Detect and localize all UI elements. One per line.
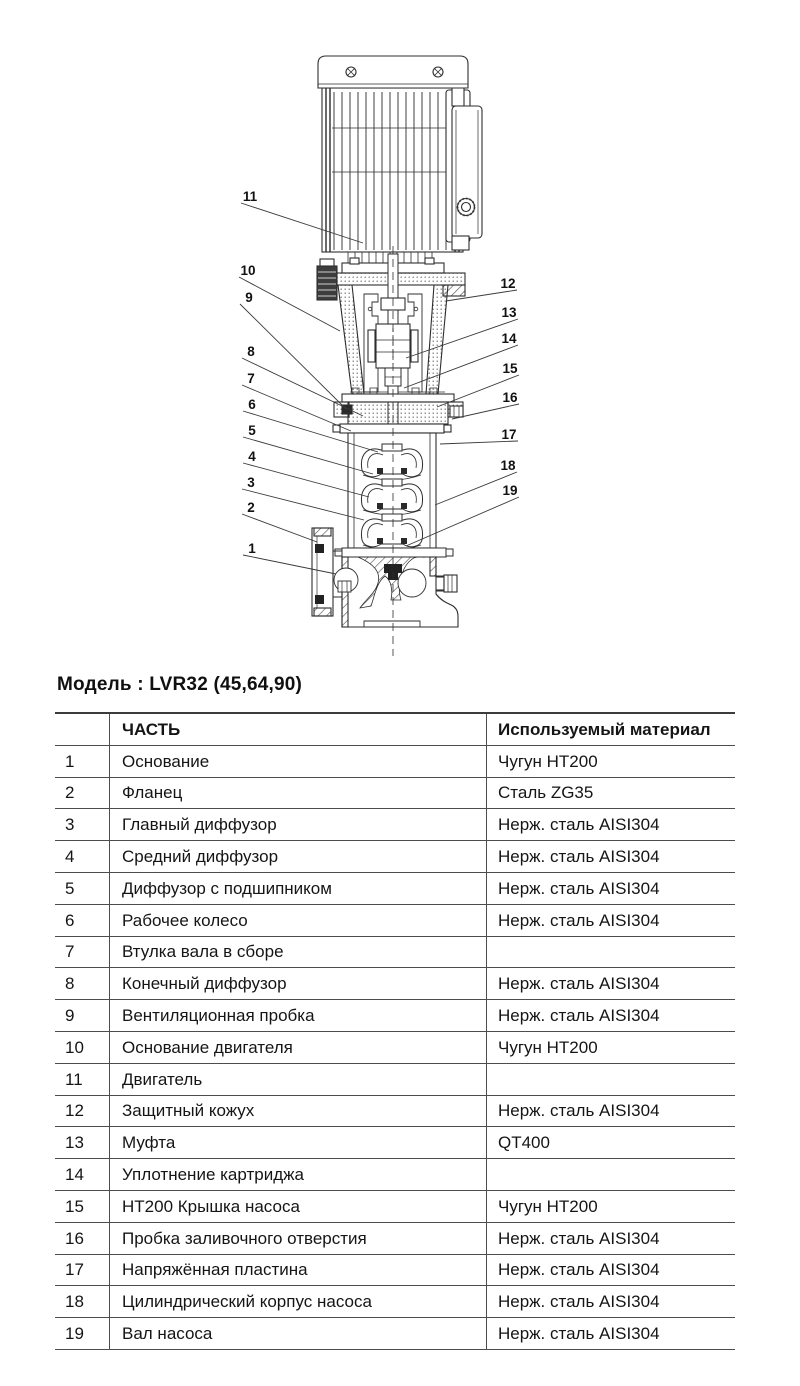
row-14-number: 14: [55, 1159, 110, 1191]
row-4-material: Нерж. сталь AISI304: [487, 841, 735, 873]
row-13-material: QT400: [487, 1127, 735, 1159]
callout-number-17: 17: [501, 427, 517, 442]
row-12-part: Защитный кожух: [110, 1096, 487, 1128]
row-16-number: 16: [55, 1223, 110, 1255]
row-7-material: [487, 937, 735, 969]
row-6-number: 6: [55, 905, 110, 937]
row-11-material: [487, 1064, 735, 1096]
row-2-part: Фланец: [110, 778, 487, 810]
drain-plug: [338, 581, 351, 592]
callout-number-10: 10: [240, 263, 256, 278]
terminal-box: [446, 84, 482, 250]
row-12-number: 12: [55, 1096, 110, 1128]
callout-leader-14: [404, 345, 518, 388]
row-15-material: Чугун HT200: [487, 1191, 735, 1223]
callout-number-4: 4: [248, 449, 256, 464]
row-10-material: Чугун HT200: [487, 1032, 735, 1064]
row-8-number: 8: [55, 968, 110, 1000]
row-5-material: Нерж. сталь AISI304: [487, 873, 735, 905]
callout-number-19: 19: [502, 483, 518, 498]
row-15-part: HT200 Крышка насоса: [110, 1191, 487, 1223]
callout-number-1: 1: [248, 541, 256, 556]
row-17-number: 17: [55, 1255, 110, 1287]
model-title: Модель : LVR32 (45,64,90): [57, 674, 303, 695]
row-14-part: Уплотнение картриджа: [110, 1159, 487, 1191]
callout-number-11: 11: [242, 189, 258, 204]
callout-leader-9: [240, 304, 346, 409]
row-6-material: Нерж. сталь AISI304: [487, 905, 735, 937]
row-3-part: Главный диффузор: [110, 809, 487, 841]
row-7-number: 7: [55, 937, 110, 969]
row-5-number: 5: [55, 873, 110, 905]
callout-number-8: 8: [247, 344, 255, 359]
col-header-material: Используемый материал: [487, 714, 735, 746]
row-6-part: Рабочее колесо: [110, 905, 487, 937]
row-1-number: 1: [55, 746, 110, 778]
boss-bolt: [436, 575, 457, 592]
pump-diagram: [0, 0, 800, 670]
row-7-part: Втулка вала в сборе: [110, 937, 487, 969]
callout-number-6: 6: [248, 397, 256, 412]
row-11-part: Двигатель: [110, 1064, 487, 1096]
row-1-part: Основание: [110, 746, 487, 778]
callout-number-16: 16: [502, 390, 518, 405]
row-17-part: Напряжённая пластина: [110, 1255, 487, 1287]
row-13-number: 13: [55, 1127, 110, 1159]
callout-number-12: 12: [500, 276, 516, 291]
callout-number-7: 7: [247, 371, 255, 386]
callout-number-9: 9: [245, 290, 253, 305]
row-4-number: 4: [55, 841, 110, 873]
callout-leader-3: [242, 489, 364, 520]
callout-number-2: 2: [247, 500, 255, 515]
row-19-number: 19: [55, 1318, 110, 1350]
row-14-material: [487, 1159, 735, 1191]
col-header-part: ЧАСТЬ: [110, 714, 487, 746]
row-10-part: Основание двигателя: [110, 1032, 487, 1064]
row-18-part: Цилиндрический корпус насоса: [110, 1286, 487, 1318]
row-18-number: 18: [55, 1286, 110, 1318]
row-19-part: Вал насоса: [110, 1318, 487, 1350]
pump-cross-section-drawing: [0, 0, 800, 670]
row-19-material: Нерж. сталь AISI304: [487, 1318, 735, 1350]
callout-number-3: 3: [247, 475, 255, 490]
callout-number-13: 13: [501, 305, 517, 320]
row-13-part: Муфта: [110, 1127, 487, 1159]
row-15-number: 15: [55, 1191, 110, 1223]
row-1-material: Чугун HT200: [487, 746, 735, 778]
row-10-number: 10: [55, 1032, 110, 1064]
row-11-number: 11: [55, 1064, 110, 1096]
row-8-material: Нерж. сталь AISI304: [487, 968, 735, 1000]
tension-plate: [333, 424, 451, 433]
callout-number-15: 15: [502, 361, 518, 376]
callout-number-14: 14: [501, 331, 517, 346]
row-9-part: Вентиляционная пробка: [110, 1000, 487, 1032]
row-9-number: 9: [55, 1000, 110, 1032]
row-8-part: Конечный диффузор: [110, 968, 487, 1000]
row-12-material: Нерж. сталь AISI304: [487, 1096, 735, 1128]
parts-table: [55, 712, 735, 1350]
callout-leader-2: [242, 514, 317, 542]
callout-number-5: 5: [248, 423, 256, 438]
callout-number-18: 18: [500, 458, 516, 473]
row-3-material: Нерж. сталь AISI304: [487, 809, 735, 841]
row-17-material: Нерж. сталь AISI304: [487, 1255, 735, 1287]
row-2-number: 2: [55, 778, 110, 810]
fill-plug: [450, 406, 463, 417]
row-18-material: Нерж. сталь AISI304: [487, 1286, 735, 1318]
row-3-number: 3: [55, 809, 110, 841]
row-9-material: Нерж. сталь AISI304: [487, 1000, 735, 1032]
row-4-part: Средний диффузор: [110, 841, 487, 873]
motor: [318, 56, 482, 263]
row-16-material: Нерж. сталь AISI304: [487, 1223, 735, 1255]
row-5-part: Диффузор с подшипником: [110, 873, 487, 905]
vent-fitting: [317, 259, 337, 300]
row-2-material: Сталь ZG35: [487, 778, 735, 810]
col-header-num: [55, 714, 110, 746]
row-16-part: Пробка заливочного отверстия: [110, 1223, 487, 1255]
